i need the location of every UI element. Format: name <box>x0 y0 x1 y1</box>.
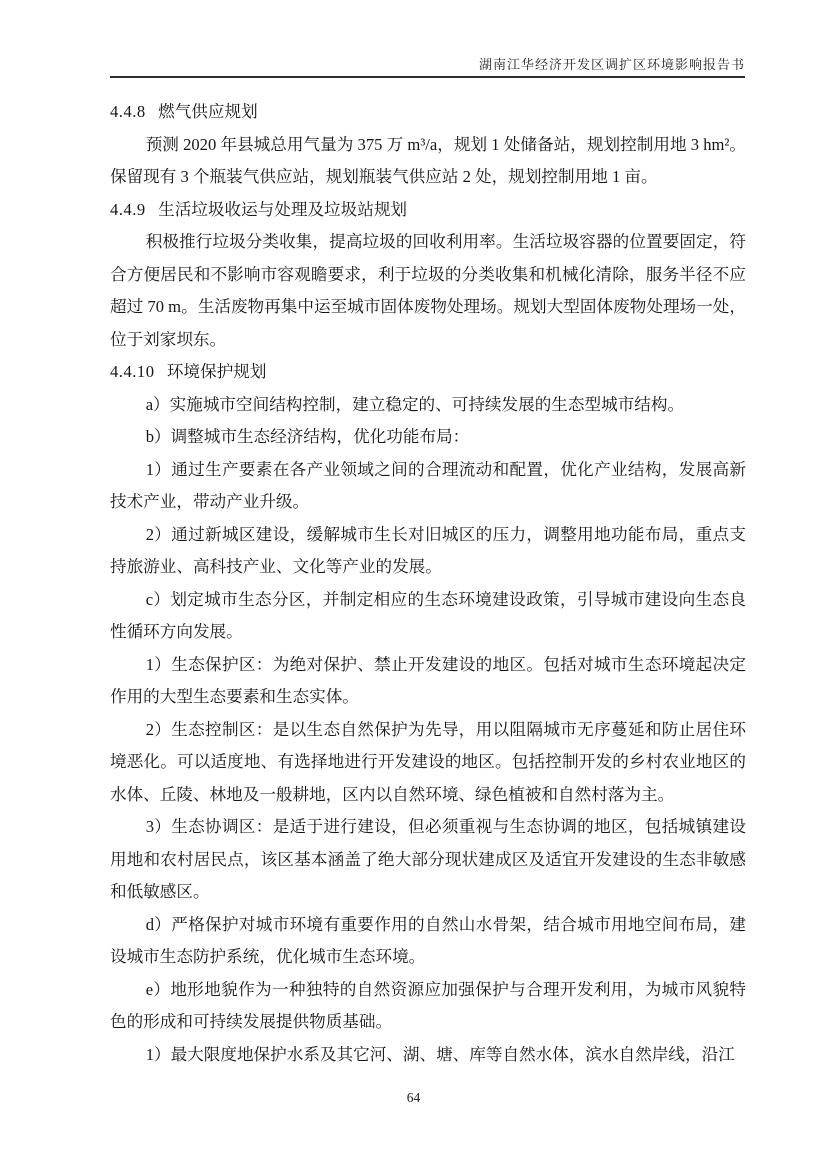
paragraph: b）调整城市生态经济结构，优化功能布局： <box>145 427 470 446</box>
section-heading-4-4-9 <box>110 194 746 227</box>
section-title: 环境保护规划 <box>166 362 267 381</box>
paragraph: 1）生态保护区：为绝对保护、禁止开发建设的地区。包括对城市生态环境起决定作用的大型生态要素和生态实体。 <box>110 654 746 706</box>
section-heading-4-4-8 <box>110 96 746 129</box>
paragraph: d）严格保护对城市环境有重要作用的自然山水骨架，结合城市用地空间布局，建设城市生态防护系统，优化城市生态环境。 <box>110 914 746 966</box>
section-number: 4.4.10 <box>110 362 155 381</box>
paragraph: 1）最大限度地保护水系及其它河、湖、塘、库等自然水体，滨水自然岸线，沿江 <box>145 1044 735 1064</box>
paragraph: 3）生态协调区：是适于进行建设，但必须重视与生态协调的地区，包括城镇建设用地和农村居民点，该区基本涵盖了绝大部分现状建成区及适宜开发建设的生态非敏感和低敏感区。 <box>110 817 746 901</box>
section-title: 燃气供应规划 <box>158 102 258 121</box>
paragraph: 2）通过新城区建设，缓解城市生长对旧城区的压力，调整用地功能布局，重点支持旅游业、高科技产业、文化等产业的发展。 <box>110 524 746 576</box>
paragraph: c）划定城市生态分区，并制定相应的生态环境建设政策，引导城市建设向生态良性循环方向发展。 <box>110 589 746 641</box>
page-number: 64 <box>406 1090 421 1105</box>
paragraph: 积极推行垃圾分类收集，提高垃圾的回收利用率。生活垃圾容器的位置要固定，符合方便居民和不影响市容观瞻要求，利于垃圾的分类收集和机械化清除，服务半径不应超过 70 m。生活废物再集中运至城市固体废物处理场。规划大型固体废物处理场一处，位于刘家坝东。 <box>110 232 746 349</box>
section-heading-4-4-10 <box>110 356 746 389</box>
paragraph: 预测 2020 年县城总用气量为 375 万 m³/a，规划 1 处储备站，规划控制用地 3 hm²。保留现有 3 个瓶装气供应站，规划瓶装气供应站 2 处，规划控制用地 1 亩。 <box>110 134 746 186</box>
section-number: 4.4.9 <box>110 199 146 219</box>
document-content <box>110 96 746 1071</box>
paragraph: e）地形地貌作为一种独特的自然资源应加强保护与合理开发利用，为城市风貌特色的形成和可持续发展提供物质基础。 <box>110 979 746 1031</box>
paragraph: a）实施城市空间结构控制，建立稳定的、可持续发展的生态型城市结构。 <box>145 394 685 414</box>
section-title: 生活垃圾收运与处理及垃圾站规划 <box>158 199 408 219</box>
paragraph: 1）通过生产要素在各产业领域之间的合理流动和配置，优化产业结构，发展高新技术产业，带动产业升级。 <box>110 459 746 511</box>
paragraph: 2）生态控制区：是以生态自然保护为先导，用以阻隔城市无序蔓延和防止居住环境恶化。可以适度地、有选择地进行开发建设的地区。包括控制开发的乡村农业地区的水体、丘陵、林地及一般耕地，区内以自然环境、绿色植被和自然村落为主。 <box>110 719 746 804</box>
section-number: 4.4.8 <box>110 102 146 121</box>
header-rule <box>110 76 745 78</box>
page-header-title: 湖南江华经济开发区调扩区环境影响报告书 <box>478 57 745 72</box>
